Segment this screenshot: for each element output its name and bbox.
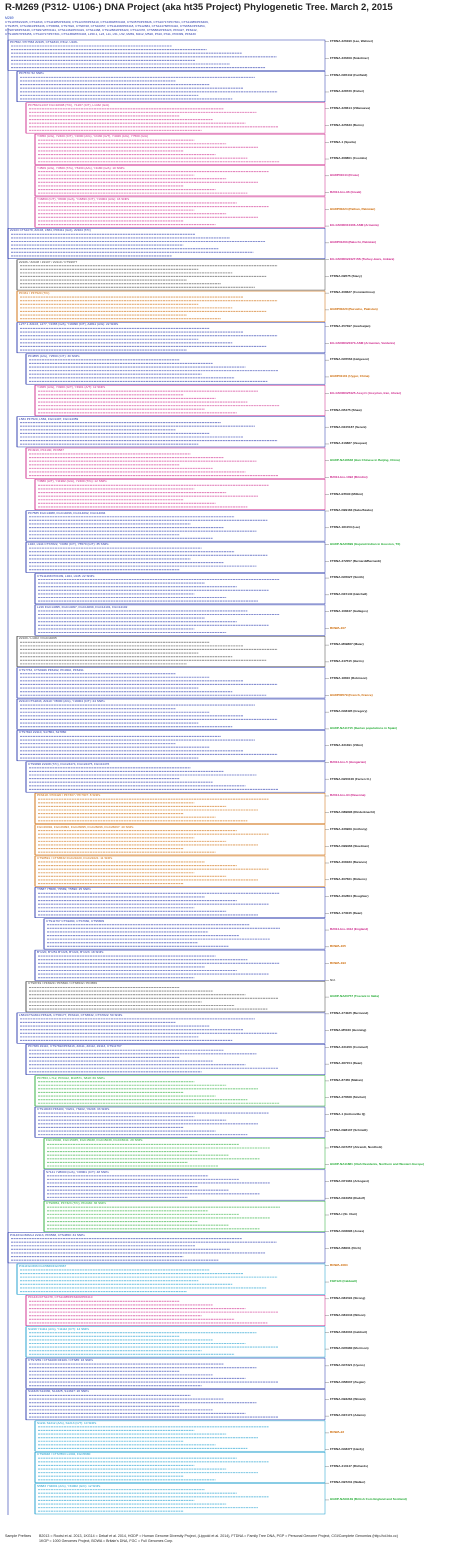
page-title: R-M269 (P312- U106-) DNA Project (aka ht35 Project) Phylogenetic Tree. March 2, 2015 (5, 2, 393, 13)
clade-box (35, 1076, 325, 1106)
kit-label: FTDNA-1 (Sparta) (330, 139, 356, 144)
clade-box (17, 668, 325, 698)
kit-label: EG-GS000020473-ASM (Armenian, Vardenis) (330, 340, 396, 345)
kit-label: HGDP01044 (Druze) (330, 173, 360, 178)
kit-label: B2014-bro-4312 (England) (330, 927, 369, 932)
kit-label: HGDP-NA20757 (Toscani in Italia) (330, 994, 379, 999)
kit-label: HGDP-NA20899 (Gujarati Indian in Houston, TX) (330, 541, 401, 546)
clade-box (35, 887, 325, 917)
clade-label: Z2103 CTS1078, Z2103, L584, PF6411 (G/A), Z2104 (T/C) (10, 229, 91, 233)
kit-label: FTDNA-N16950 (Rudolf) (330, 1195, 366, 1200)
kit-label: FTDNA-108347 (Gallegos) (330, 608, 368, 613)
kit-label: FTDNA-331391 (Villon) (330, 742, 364, 747)
root-snp-line: CTS10057/PF6456, CTS10717/PF7301, CTS1380/PF6403, L150.1, L23, L11, L51, L52, M269, M412, M520, P310, P311, PF6399, PF6430 (5, 31, 196, 36)
kit-label: FTDNA-N48377 (Hardy) (330, 1446, 365, 1451)
kit-label: FTDNA-N45627 (Smith) (330, 575, 364, 580)
clade-box (35, 166, 325, 196)
kit-label: FTDNA-272057 (Bernardi/Bernardi) (330, 558, 382, 563)
clade-label: Y3050 (A/G), Y2400 (C/T), Y4000 (A/G), Y2430 (G/T), Y4049 (A/G), Y7500 (G/A) (37, 135, 148, 139)
clade-box (26, 103, 325, 133)
clade-label: PF6418 / PF6420 / PF7307 / PF7307: 8 SNPs (37, 794, 101, 798)
kit-label: FTDNA-N81591 (Strong) (330, 1296, 366, 1301)
kit-label: FTDNA-N5475 (Shaw) (330, 407, 362, 412)
kit-label: FTDNA-M69887 (Maier) (330, 642, 364, 647)
clade-box (26, 354, 325, 384)
clade-label: FGC15040, FGC15035, FGC15038, FGC15039, FGC15041: 29 SNPs (46, 1139, 143, 1143)
kit-label: FTDNA-236409 (Sokoliner) (330, 55, 369, 60)
kit-label: HGDP-NA11715 (Iberian populations in Spain) (330, 726, 398, 731)
clade-box (8, 1233, 325, 1263)
kit-label: FTDNA-307661 (Dickens) (330, 877, 367, 882)
clade-box (17, 71, 325, 101)
root-snp-line: CTS1078/Z2105, CTS1843, CTS11985/PF6409, CTS12478/PF6410, CTS1380/PF6403, CTS3575/PF6526, CTS10717/PF7301, CTS11985/PF6409, (5, 20, 209, 24)
kit-label: FTDNA-274025 (Bermond) (330, 1011, 369, 1016)
kit-label: FTDNA-N98137 (Schmidt) (330, 1128, 368, 1133)
kit-label: EG-GS000010406-ASM (Armenia) (330, 223, 379, 228)
kit-label: FTDNA-N81643 (Wilson) (330, 1312, 366, 1317)
kit-label: BOWA-107 (330, 625, 346, 630)
kit-label: BOWA-105 (330, 944, 346, 949)
clade-label: CTS11767 CTS9290, CTS7660, CTS5809 (46, 919, 105, 923)
clade-label: CTS10033 PF6400, Y6201, Y6202, Y6203: 33 SNPs (37, 1108, 110, 1112)
kit-label: HGDP01101 (Uygur, China) (330, 374, 370, 379)
clade-box (35, 856, 325, 886)
clade-label: Y4365 (A/G), Y4900 (G/T), Y4901 (A/T): 12 SNPs (37, 386, 106, 390)
kit-label: FTDNA-E5590 (Million) (330, 491, 364, 496)
clade-label: L584 PF7520, L584, FGC1407, FGC14359 (19, 417, 79, 421)
kit-label: HGDP01263 (Balochi, Pakistan) (330, 240, 377, 245)
clade-box (26, 511, 325, 541)
clade-label: L216 FGC14095, FGC14097, FGC14099, FGC14101, FGC14102 (37, 605, 128, 609)
clade-label: S1199 Y11111 (A/G), Y11112 (C/T): 14 SNPs (28, 1327, 89, 1331)
clade-box (26, 1389, 325, 1419)
clade-label: PF1431/CTS1078, CTS11985/PF6409/PF6410 (28, 1296, 93, 1300)
root-snp-line: CTS3575, CTS4364/PF6436, CTS5884, CTS7822, CTS8728, CTS10057, CTS11468/PF6418, CTS12884, CTS12478/PF6410, CTS6532/PF6454, (5, 23, 206, 28)
clade-box (26, 1295, 325, 1325)
clade-label: Z2109 / L1002 / FGC14065 (19, 637, 57, 641)
clade-box (17, 699, 325, 729)
kit-label: FTDNA-N35442 (Fairfield) (330, 72, 368, 77)
clade-label: P314/FGC666/L2 Z2113, PF6568, CTS4650: 34 SNPs (10, 1233, 85, 1237)
clade-box (17, 1013, 325, 1043)
kit-label: FGP124 (Caldwell) (330, 1279, 357, 1284)
kit-label: FTDNA-287154 (Dean) (330, 1061, 363, 1066)
root-snp-line: CTS8728/PF6449, CTS9972/PF6411, CTS11462/PF6419, CTS11468, CTS12884/PF6420, CTS12478, CTS5884/PF6423, PF6427, PF6442, (5, 27, 198, 32)
kit-label: FTDNA-208627 (Constantinou) (330, 290, 375, 295)
clade-label: Y16860 (C/T), Y8000 (G/A), Y16893 (C/T), Y19004 (A/G): 16 SNPs (37, 197, 130, 201)
clade-box (26, 1327, 325, 1357)
clade-label: BY220, BY251 BY226, BY224, BY223: 18 SNPs (37, 951, 104, 955)
kit-label: EG-GS000025425-Assyr1 (Assyrian, Iran, Ahvaz) (330, 390, 401, 395)
clade-box (44, 1170, 325, 1200)
kit-label: HGDP00579 (French, France) (330, 692, 373, 697)
kit-label: FTDNA-N200100 (Farren O.) (330, 776, 371, 781)
clade-box (17, 260, 325, 290)
clade-label: CTS11468 PF6439, L944, L945: 22 SNPs (37, 574, 95, 578)
kit-label: FTDNA-226190 (Lee, Wehner) (330, 39, 374, 43)
kit-label: B2014-bro-96 (Greek) (330, 189, 362, 194)
clade-box (8, 228, 325, 258)
kit-label: FTDNA-181153 (Lee) (330, 525, 360, 530)
clade-label: PF331 / PF7520 (T/C) (19, 292, 50, 296)
kit-label: FTDNA-N99966 (Steelman) (330, 843, 370, 848)
clade-box (44, 1201, 325, 1231)
kit-label: FTDNA-276568 (Sinclair) (330, 1094, 366, 1099)
clade-label: PF7562/L1347 FGC10908 (T/C), Y1267 (C/T), L1432 (G/A) (28, 103, 110, 107)
kit-label: HGDP-NA11881 (Utah Residents, Northern and Western Europe) (330, 1162, 424, 1166)
clade-label: Z2110 CTS1843, Z2110: Y8000 (A/G), Y19004 (C/T): 24 SNPs (19, 700, 105, 704)
kit-label: FTDNA-N48495 (Gregory) (330, 709, 368, 714)
clade-label: S5683 Y34001 (A/G), Y34002 (G/C): 12 SNPs (37, 1484, 101, 1488)
clade-box (17, 1264, 325, 1294)
clade-label: CTS7763, CTS9946 PF6492, PF4902, PF6491 (19, 668, 84, 672)
kit-label: FTDNA-87450 (Mahan) (330, 1078, 363, 1083)
clade-label: CTS8954, PF7323 (T/C), PF2430: 36 SNPs (46, 1202, 107, 1206)
kit-label: HGDP00220 (Burusho, Pakistan) (330, 307, 378, 312)
clade-box (26, 448, 325, 478)
clade-label: S7141 Y28000 (G/A), Y28001 (C/T): 48 SNPs (46, 1170, 109, 1174)
kit-label: FTDNA-N47257 (Ahrendt, Nordholz) (330, 1145, 383, 1150)
clade-box (35, 479, 325, 509)
clade-box (35, 825, 325, 855)
kit-label: FTDNA-228720 (Fisher) (330, 89, 365, 94)
kit-label: FTDNA-N47321 (Uyeno) (330, 1363, 365, 1368)
kit-label: FTDNA-N45563 (Helgeson) (330, 357, 370, 362)
kit-label: FTDNA-N99183 (Sabo/Szabo) (330, 508, 373, 513)
kit-label: FTDNA-M5040 (Henning) (330, 1027, 367, 1032)
clade-label: CTS8948 / CTS7863 L1302, FGC5680 (37, 1453, 91, 1457)
kit-label: B2014-bro-94 (Ravenna) (330, 793, 366, 798)
legend-line: 1KGP = 1000 Genomes Project, BOWA = Britain's DNA, FGC = Full Genomes Corp. (39, 1539, 174, 1543)
kit-label: FTDNA-208183 (Baranov) (330, 860, 368, 865)
kit-label: FTDNA-257397 (Azerbaijan) (330, 323, 371, 328)
clade-label: PF7653, L712, PF6412, M10571, S818: 66 SNPs (37, 1076, 105, 1080)
clade-box (35, 1484, 325, 1514)
legend-line: B2013 = Rootsi et al. 2013, 1KG14 = Dekaf et al. 2014, HGDP = Human Genome Diversity Project, (Lippold et al. 2014), FTDNA = Family Tree DNA, PGP = Personal Genome Project, CGI/Complete Genomics (http://cd.bio.cc) (39, 1534, 398, 1538)
clade-label: S14326 S14330, S14325, S14327: 20 SNPs (28, 1390, 89, 1394)
clade-box (17, 636, 325, 666)
clade-label: P311FGC666 FGC5666/FGC5667 (19, 1264, 67, 1268)
clade-box (35, 793, 325, 823)
clade-box (26, 981, 325, 1011)
kit-label: HGDP00224 (Pathan, Pakistan) (330, 206, 376, 211)
clade-box (44, 1138, 325, 1168)
clade-box (26, 762, 325, 792)
kit-label: BOWA-193 (330, 960, 346, 965)
kit-label: FTDNA-225633 (Burns) (330, 122, 364, 127)
clade-box (35, 1452, 325, 1482)
kit-label: FTDNA-N71981 (Arbogast) (330, 1178, 369, 1183)
clade-label: CTS8591 / CTS6532 FGC21020, FGC21021: 11 SNPs (37, 856, 113, 860)
clade-box (35, 134, 325, 164)
kit-label: FTDNA-N64004 (Gebhart) (330, 1329, 368, 1334)
kit-label: FTDNA-N46896 (Jones) (330, 1229, 365, 1234)
kit-label: FTDNA-236969 (Anthony) (330, 826, 368, 831)
clade-label: Y3880 (A/T), Y11902 (G/A), Y2400 (T/G): 12 SNPs (37, 480, 107, 484)
clade-label: L584/CTS4364 PF5426, CTS5177, PF6410, CTS6532, CTS7822: 50 SNPs (19, 1013, 123, 1017)
clade-label: CTS8749 / PF3629 / PF5820 / CTS6532 / PF3659 (28, 982, 97, 986)
clade-box (17, 417, 325, 447)
kit-label: FTDNA-268801 (Coombs) (330, 156, 368, 161)
kit-label: N/A (330, 977, 336, 982)
kit-label: HGDP-NA09139 (British from England and Scotland) (330, 1497, 407, 1502)
clade-box (17, 730, 325, 760)
clade-box (26, 1044, 325, 1074)
kit-label: FTDNA-N97231 (Walker) (330, 1480, 366, 1485)
kit-label: B2014-bro-1092 (Brindisi) (330, 474, 368, 479)
clade-label: Y4509 (A/G), Y4500 (T/G), Y5430 (A/G), Y4180 (G/A): 10 SNPs (37, 166, 125, 170)
kit-label: EG-GS000022427-BS (Turkey-Jews, Ankara) (330, 256, 395, 261)
clade-label: CTS7822 Z2110, S17864, S17860 (19, 731, 67, 735)
clade-label: FGC26094, FGC26093, FGC26095, FGC26096, FGC26097: 40 SNPs (37, 825, 134, 829)
kit-label: FTDNA-228614 (Villanueva) (330, 106, 371, 111)
clade-box (17, 291, 325, 321)
root-node-label: M269 (5, 16, 14, 20)
clade-box (44, 919, 325, 949)
clade-box (17, 322, 325, 352)
clade-box (35, 1107, 325, 1137)
kit-label: FTDNA-173045 (Dean) (330, 910, 363, 915)
clade-box (35, 1421, 325, 1451)
clade-box (26, 1358, 325, 1388)
clade-label: CTS9996 Z2108 (T/C), FGC24474, FGC24475, FGC24476 (28, 762, 110, 766)
kit-label: FTDNA-N15140 (Hatchell) (330, 592, 368, 597)
kit-label: FTDNA-202804 (Boughter) (330, 893, 369, 898)
kit-label: FTDNA-210147 (Richards) (330, 1463, 368, 1468)
kit-label: FTDNA-N105187 (Sereni) (330, 424, 367, 429)
kit-label: FTDNA-1 (Holtonville Q) (330, 1111, 366, 1116)
clade-label: PF4916, PF4190, PF6587 (28, 448, 64, 452)
clade-label: L943, L944 CTS7822, Y3450 (C/T), Y5570 (G/T): 35 SNPs (28, 543, 109, 547)
clade-label: Y5587 Y5588, Y5589, Y5590: 25 SNPs (37, 888, 91, 892)
kit-label: HGDP-NA18648 (Han Chinese in Beijing, China) (330, 458, 400, 463)
clade-label: CTS7259 / CTS1008 DF109 / CTS85: 16 SNPs (28, 1359, 93, 1363)
clade-box (35, 385, 325, 415)
clade-label: PF7389 Z2110, CTS7822/PF6416, Z2111, Z2112, Z2113, CTS11767 (28, 1045, 122, 1049)
kit-label: FTDNA-18810 (Robinson) (330, 675, 368, 680)
clade-box (26, 542, 325, 572)
clade-label: S1211 S1212 (A/G), S1213 (C/T): 10 SNPs (37, 1421, 97, 1425)
clade-label: L277.1 Z2103, L277, Y4365 (G/A), Y19090 (C/T), A4811 (A/G): 22 SNPs (19, 323, 119, 327)
kit-label: FTDNA-N9575 (Stacy) (330, 273, 362, 278)
kit-label: FTDNA-231206 (Commerl) (330, 1044, 369, 1049)
clade-box (35, 950, 325, 980)
clade-label: PF7562 / PF7563 Z2105, CTS1843, P312- U106- (10, 41, 78, 44)
kit-label: FTDNA-I (St. Clair) (330, 1212, 357, 1217)
kit-label: FTDNA-B8001 (Fitch) (330, 1245, 361, 1250)
kit-label: FTDNA-N93284 (Winant) (330, 1396, 366, 1401)
clade-box (35, 197, 325, 227)
clade-box (35, 574, 325, 604)
kit-label: FTDNA-N15174 (Adams) (330, 1413, 366, 1418)
clade-label: PF7585 FGC14088, FGC14096, FGC14092, FGC14094 (28, 511, 106, 515)
kit-label: FTDNA-N45980 (Morrison) (330, 1346, 369, 1351)
kit-label: FTDNA-316887 (Vasquez) (330, 441, 368, 446)
kit-label: B2014-bro-5 (Hungarian) (330, 759, 367, 764)
clade-box (8, 40, 325, 70)
kit-label: FTDNA-N58637 (Ziegler) (330, 1379, 366, 1384)
legend-label: Sample Prefixes (5, 1534, 32, 1538)
kit-label: BOWA-1084 (330, 1262, 348, 1267)
clade-label: Z2106 / Z2108 / Z2107 / Z2110 / CTS9977 (19, 260, 78, 264)
kit-label: BOWA-22 (330, 1430, 345, 1435)
clade-label: PF7570: 52 SNPs (19, 72, 44, 76)
clade-box (35, 605, 325, 635)
clade-label: PF4855 (A/G), Y2560 (C/T): 30 SNPs (28, 354, 80, 358)
kit-label: FTDNA-N89896 (Rinderknecht) (330, 810, 376, 815)
kit-label: FTDNA-247515 (Harris) (330, 659, 364, 664)
